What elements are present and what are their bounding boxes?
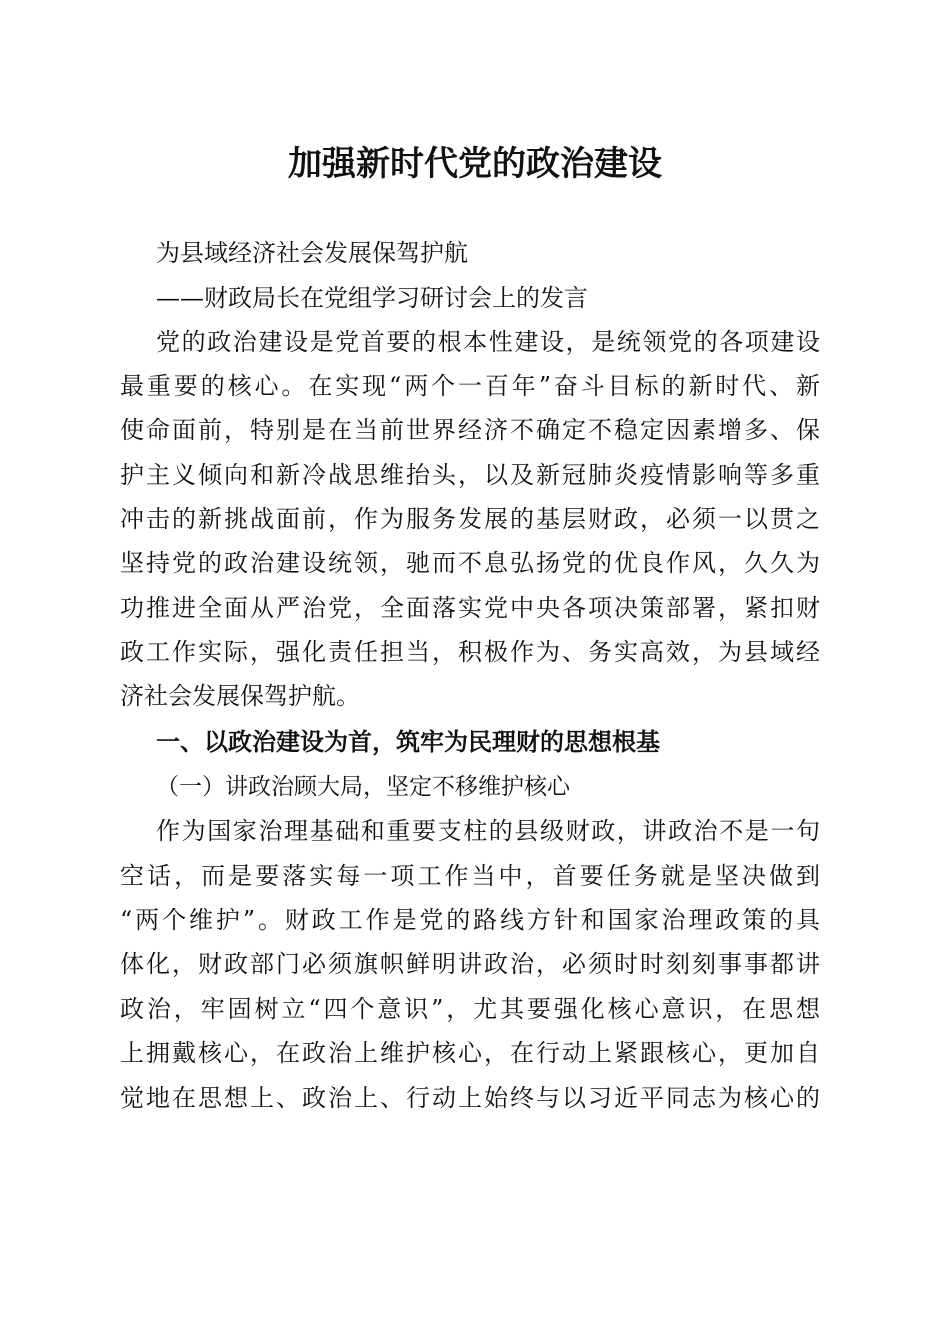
body-line: “两个维护”。财政工作是党的路线方针和国家治理政策的具 bbox=[120, 906, 820, 934]
intro-line: 坚持党的政治建设统领，驰而不息弘扬党的优良作风，久久为 bbox=[120, 549, 820, 577]
body-line: 空话，而是要落实每一项工作当中，首要任务就是坚决做到 bbox=[120, 862, 820, 890]
document-byline: ——财政局长在党组学习研讨会上的发言 bbox=[156, 284, 588, 312]
document-subtitle: 为县域经济社会发展保驾护航 bbox=[156, 239, 468, 267]
intro-line: 政工作实际，强化责任担当，积极作为、务实高效，为县域经 bbox=[120, 638, 820, 666]
body-line: 体化，财政部门必须旗帜鲜明讲政治，必须时时刻刻事事都讲 bbox=[120, 950, 820, 978]
intro-line: 功推进全面从严治党，全面落实党中央各项决策部署，紧扣财 bbox=[120, 594, 820, 622]
body-line: 上拥戴核心，在政治上维护核心，在行动上紧跟核心，更加自 bbox=[120, 1039, 820, 1067]
document-title: 加强新时代党的政治建设 bbox=[288, 144, 662, 184]
intro-line: 使命面前，特别是在当前世界经济不确定不稳定因素增多、保 bbox=[120, 416, 820, 444]
section-heading: 一、以政治建设为首，筑牢为民理财的思想根基 bbox=[156, 728, 660, 756]
body-line: 政治，牢固树立“四个意识”，尤其要强化核心意识，在思想 bbox=[120, 995, 820, 1023]
subsection-heading: （一）讲政治顾大局，坚定不移维护核心 bbox=[156, 774, 570, 800]
intro-line: 最重要的核心。在实现“两个一百年”奋斗目标的新时代、新 bbox=[120, 372, 820, 400]
intro-line: 冲击的新挑战面前，作为服务发展的基层财政，必须一以贯之 bbox=[120, 505, 820, 533]
intro-line: 护主义倾向和新冷战思维抬头，以及新冠肺炎疫情影响等多重 bbox=[120, 461, 820, 489]
intro-line: 党的政治建设是党首要的根本性建设，是统领党的各项建设 bbox=[156, 328, 820, 356]
intro-line: 济社会发展保驾护航。 bbox=[120, 682, 360, 710]
body-line: 觉地在思想上、政治上、行动上始终与以习近平同志为核心的 bbox=[120, 1084, 820, 1112]
body-line: 作为国家治理基础和重要支柱的县级财政，讲政治不是一句 bbox=[156, 817, 820, 845]
